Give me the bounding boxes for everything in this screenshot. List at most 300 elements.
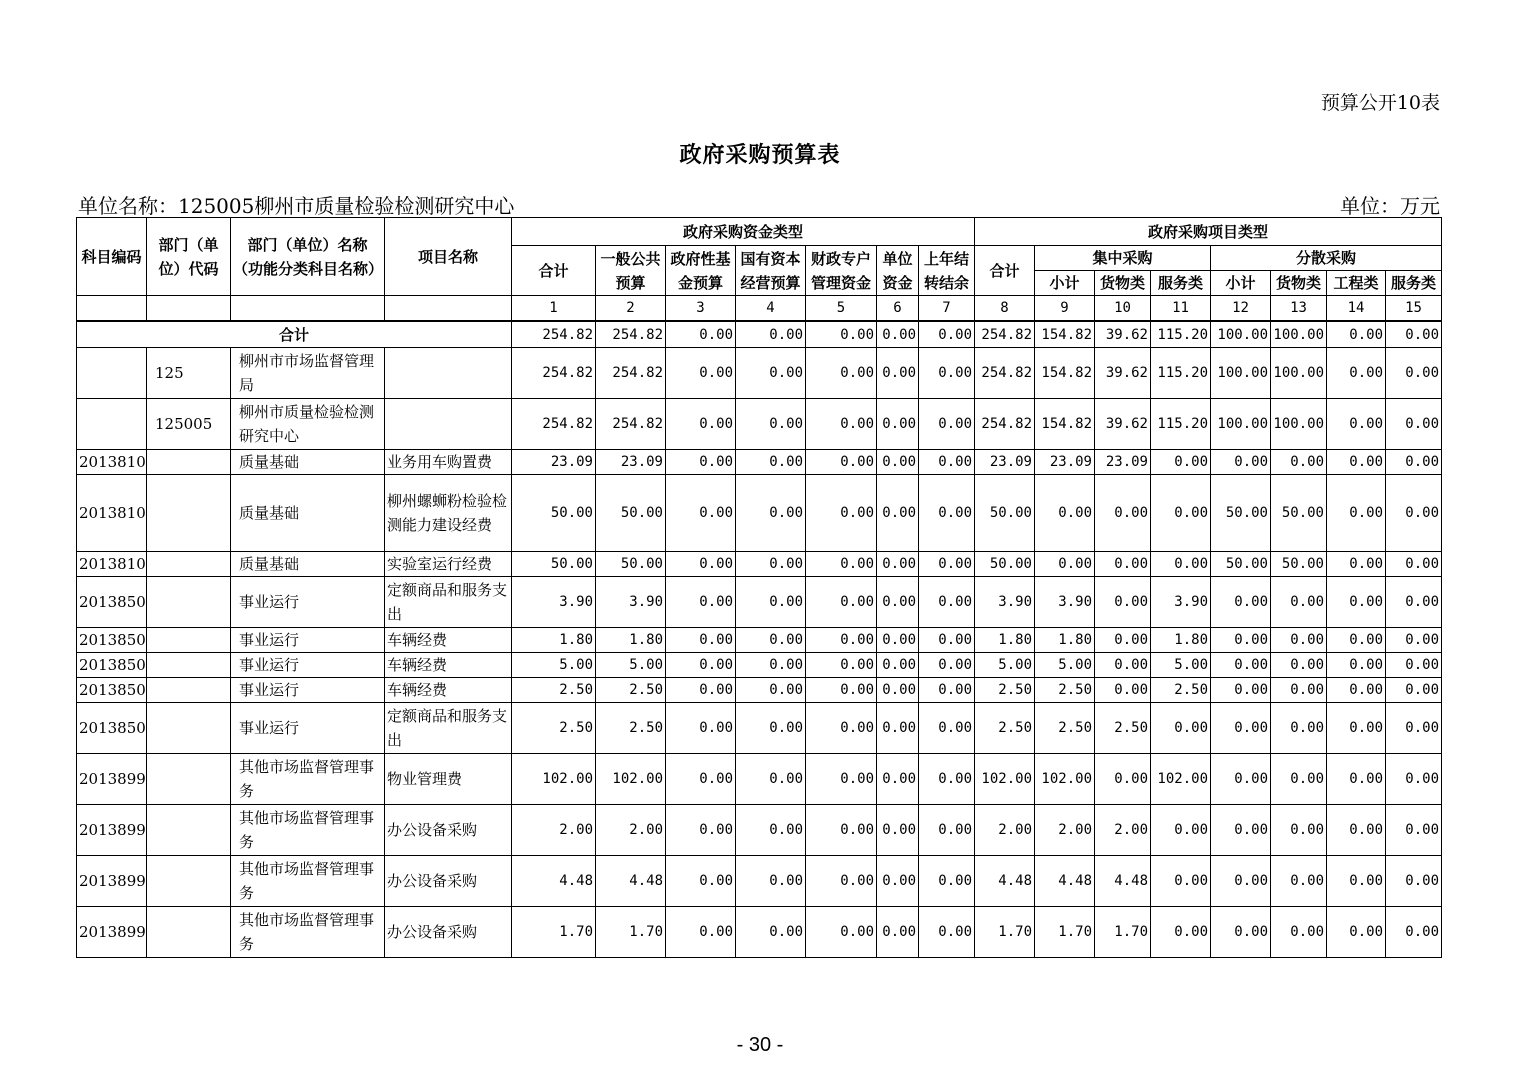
value-cell: 1.80 — [512, 628, 596, 653]
project-name-cell: 定额商品和服务支出 — [385, 703, 512, 754]
header-unit-fund: 单位资金 — [877, 246, 919, 296]
dept-name-cell: 其他市场监督管理事务 — [231, 754, 385, 805]
value-cell: 4.48 — [1095, 856, 1151, 907]
value-cell: 0.00 — [1095, 552, 1151, 577]
procurement-budget-table — [76, 217, 1442, 958]
value-cell: 0.00 — [1211, 450, 1271, 475]
value-cell: 50.00 — [596, 475, 666, 552]
total-value-cell: 0.00 — [1386, 321, 1442, 348]
value-cell: 100.00 — [1271, 399, 1327, 450]
value-cell: 0.00 — [1151, 805, 1211, 856]
value-cell: 0.00 — [736, 475, 806, 552]
dept-code-cell — [147, 552, 231, 577]
value-cell: 0.00 — [1386, 577, 1442, 628]
subject-code-cell — [77, 348, 147, 399]
subject-code-cell: 2013850 — [77, 577, 147, 628]
column-number: 2 — [596, 296, 666, 322]
value-cell: 115.20 — [1151, 399, 1211, 450]
value-cell: 254.82 — [512, 348, 596, 399]
column-number: 5 — [806, 296, 877, 322]
value-cell: 0.00 — [1035, 475, 1095, 552]
value-cell: 0.00 — [736, 805, 806, 856]
table-row — [77, 628, 1442, 653]
dept-name-cell: 柳州市质量检验检测研究中心 — [231, 399, 385, 450]
value-cell: 0.00 — [1386, 703, 1442, 754]
value-cell: 2.00 — [512, 805, 596, 856]
value-cell: 2.50 — [1035, 703, 1095, 754]
dept-code-cell: 125005 — [147, 399, 231, 450]
header-subtotal: 小计 — [1035, 271, 1095, 296]
value-cell: 5.00 — [1035, 653, 1095, 678]
value-cell: 0.00 — [806, 754, 877, 805]
value-cell: 0.00 — [1386, 805, 1442, 856]
value-cell: 0.00 — [919, 628, 975, 653]
value-cell: 0.00 — [1211, 577, 1271, 628]
page-title: 政府采购预算表 — [679, 142, 841, 168]
value-cell: 0.00 — [806, 399, 877, 450]
project-name-cell: 办公设备采购 — [385, 805, 512, 856]
value-cell: 0.00 — [1327, 703, 1386, 754]
value-cell: 0.00 — [736, 628, 806, 653]
value-cell: 3.90 — [1035, 577, 1095, 628]
value-cell: 0.00 — [1327, 348, 1386, 399]
value-cell: 0.00 — [1327, 450, 1386, 475]
subject-code-cell: 2013850 — [77, 653, 147, 678]
value-cell: 0.00 — [666, 450, 736, 475]
value-cell: 50.00 — [975, 552, 1035, 577]
value-cell: 1.70 — [1035, 907, 1095, 958]
value-cell: 0.00 — [1151, 856, 1211, 907]
value-cell: 0.00 — [877, 577, 919, 628]
value-cell: 0.00 — [1151, 450, 1211, 475]
value-cell: 0.00 — [1386, 628, 1442, 653]
header-gov-fund: 政府性基金预算 — [666, 246, 736, 296]
value-cell: 0.00 — [666, 552, 736, 577]
value-cell: 0.00 — [1327, 856, 1386, 907]
value-cell: 0.00 — [877, 907, 919, 958]
column-number: 11 — [1151, 296, 1211, 322]
header-total: 合计 — [512, 246, 596, 296]
value-cell: 0.00 — [919, 450, 975, 475]
header-subtotal2: 小计 — [1211, 271, 1271, 296]
value-cell: 0.00 — [1151, 552, 1211, 577]
dept-code-cell — [147, 856, 231, 907]
value-cell: 0.00 — [806, 348, 877, 399]
value-cell: 2.00 — [596, 805, 666, 856]
dept-code-cell — [147, 703, 231, 754]
value-cell: 0.00 — [1151, 703, 1211, 754]
value-cell: 0.00 — [1386, 754, 1442, 805]
value-cell: 2.50 — [512, 678, 596, 703]
value-cell: 254.82 — [975, 348, 1035, 399]
total-value-cell: 39.62 — [1095, 321, 1151, 348]
value-cell: 0.00 — [877, 653, 919, 678]
value-cell: 0.00 — [666, 856, 736, 907]
project-name-cell: 车辆经费 — [385, 678, 512, 703]
value-cell: 0.00 — [919, 577, 975, 628]
value-cell: 0.00 — [736, 577, 806, 628]
value-cell: 0.00 — [1211, 754, 1271, 805]
column-number: 7 — [919, 296, 975, 322]
value-cell: 102.00 — [1151, 754, 1211, 805]
dept-code-cell — [147, 475, 231, 552]
value-cell: 0.00 — [806, 703, 877, 754]
value-cell: 4.48 — [1035, 856, 1095, 907]
value-cell: 0.00 — [1151, 907, 1211, 958]
value-cell: 0.00 — [877, 450, 919, 475]
value-cell: 0.00 — [919, 348, 975, 399]
value-cell: 23.09 — [975, 450, 1035, 475]
value-cell: 0.00 — [1386, 552, 1442, 577]
value-cell: 0.00 — [1211, 678, 1271, 703]
total-row-label: 合计 — [77, 321, 512, 348]
value-cell: 0.00 — [877, 678, 919, 703]
value-cell: 102.00 — [596, 754, 666, 805]
value-cell: 0.00 — [919, 552, 975, 577]
value-cell: 254.82 — [975, 399, 1035, 450]
value-cell: 4.48 — [512, 856, 596, 907]
header-dept-name: 部门（单位）名称（功能分类科目名称） — [231, 218, 385, 296]
value-cell: 50.00 — [975, 475, 1035, 552]
value-cell: 100.00 — [1271, 348, 1327, 399]
value-cell: 1.80 — [1151, 628, 1211, 653]
value-cell: 3.90 — [512, 577, 596, 628]
value-cell: 50.00 — [1211, 552, 1271, 577]
value-cell: 4.48 — [596, 856, 666, 907]
value-cell: 0.00 — [1386, 348, 1442, 399]
table-row — [77, 475, 1442, 552]
value-cell: 0.00 — [1095, 653, 1151, 678]
value-cell: 0.00 — [1211, 856, 1271, 907]
value-cell: 0.00 — [666, 348, 736, 399]
table-row — [77, 754, 1442, 805]
project-name-cell — [385, 399, 512, 450]
table-row — [77, 653, 1442, 678]
table-row — [77, 703, 1442, 754]
value-cell: 0.00 — [666, 577, 736, 628]
value-cell: 50.00 — [512, 552, 596, 577]
value-cell: 0.00 — [1271, 805, 1327, 856]
value-cell: 0.00 — [1271, 628, 1327, 653]
dept-code-cell — [147, 678, 231, 703]
value-cell: 0.00 — [666, 805, 736, 856]
dept-name-cell: 质量基础 — [231, 475, 385, 552]
column-number: 4 — [736, 296, 806, 322]
value-cell: 0.00 — [1211, 653, 1271, 678]
header-total2: 合计 — [975, 246, 1035, 296]
value-cell: 1.80 — [596, 628, 666, 653]
total-value-cell: 115.20 — [1151, 321, 1211, 348]
total-value-cell: 0.00 — [877, 321, 919, 348]
project-name-cell: 办公设备采购 — [385, 856, 512, 907]
total-value-cell: 0.00 — [806, 321, 877, 348]
value-cell: 0.00 — [666, 653, 736, 678]
dept-name-cell: 事业运行 — [231, 703, 385, 754]
header-fiscal-special: 财政专户管理资金 — [806, 246, 877, 296]
value-cell: 0.00 — [919, 805, 975, 856]
header-works: 工程类 — [1327, 271, 1386, 296]
dept-code-cell: 125 — [147, 348, 231, 399]
value-cell: 0.00 — [877, 399, 919, 450]
value-cell: 102.00 — [1035, 754, 1095, 805]
header-services: 服务类 — [1151, 271, 1211, 296]
value-cell: 2.00 — [1035, 805, 1095, 856]
subject-code-cell: 2013810 — [77, 475, 147, 552]
table-row — [77, 348, 1442, 399]
value-cell: 0.00 — [736, 754, 806, 805]
value-cell: 0.00 — [736, 450, 806, 475]
table-row — [77, 577, 1442, 628]
subject-code-cell: 2013850 — [77, 678, 147, 703]
subject-code-cell: 2013850 — [77, 628, 147, 653]
value-cell: 0.00 — [666, 399, 736, 450]
value-cell: 2.50 — [1151, 678, 1211, 703]
value-cell: 102.00 — [512, 754, 596, 805]
value-cell: 0.00 — [1211, 703, 1271, 754]
value-cell: 0.00 — [877, 348, 919, 399]
value-cell: 0.00 — [1386, 653, 1442, 678]
value-cell: 1.80 — [1035, 628, 1095, 653]
value-cell: 5.00 — [1151, 653, 1211, 678]
value-cell: 1.70 — [1095, 907, 1151, 958]
subject-code-cell: 2013899 — [77, 805, 147, 856]
subject-code-cell: 2013899 — [77, 754, 147, 805]
value-cell: 0.00 — [806, 678, 877, 703]
unit-name: 单位名称：125005柳州市质量检验检测研究中心 — [78, 194, 515, 218]
value-cell: 254.82 — [596, 399, 666, 450]
value-cell: 0.00 — [806, 552, 877, 577]
value-cell: 0.00 — [1095, 754, 1151, 805]
dept-name-cell: 事业运行 — [231, 577, 385, 628]
column-number: 8 — [975, 296, 1035, 322]
value-cell: 0.00 — [1211, 628, 1271, 653]
value-cell: 0.00 — [1271, 907, 1327, 958]
dept-name-cell: 其他市场监督管理事务 — [231, 907, 385, 958]
total-value-cell: 0.00 — [736, 321, 806, 348]
total-value-cell: 0.00 — [1327, 321, 1386, 348]
table-row — [77, 805, 1442, 856]
subject-code-cell: 2013810 — [77, 450, 147, 475]
value-cell: 0.00 — [1095, 475, 1151, 552]
header-dept-code: 部门（单位）代码 — [147, 218, 231, 296]
dept-code-cell — [147, 577, 231, 628]
value-cell: 100.00 — [1211, 348, 1271, 399]
value-cell: 154.82 — [1035, 348, 1095, 399]
total-value-cell: 154.82 — [1035, 321, 1095, 348]
value-cell: 0.00 — [877, 703, 919, 754]
value-cell: 0.00 — [877, 856, 919, 907]
value-cell: 0.00 — [1327, 653, 1386, 678]
value-cell: 154.82 — [1035, 399, 1095, 450]
value-cell: 4.48 — [975, 856, 1035, 907]
value-cell: 100.00 — [1211, 399, 1271, 450]
total-value-cell: 254.82 — [975, 321, 1035, 348]
value-cell: 0.00 — [1271, 856, 1327, 907]
value-cell: 2.50 — [596, 703, 666, 754]
value-cell: 0.00 — [919, 678, 975, 703]
value-cell: 0.00 — [877, 552, 919, 577]
value-cell: 0.00 — [806, 856, 877, 907]
subject-code-cell — [77, 399, 147, 450]
subject-code-cell: 2013899 — [77, 907, 147, 958]
value-cell: 0.00 — [1327, 754, 1386, 805]
total-value-cell: 254.82 — [512, 321, 596, 348]
value-cell: 0.00 — [919, 754, 975, 805]
value-cell: 5.00 — [512, 653, 596, 678]
value-cell: 0.00 — [806, 628, 877, 653]
value-cell: 50.00 — [1271, 552, 1327, 577]
value-cell: 0.00 — [1211, 805, 1271, 856]
value-cell: 2.00 — [1095, 805, 1151, 856]
value-cell: 0.00 — [666, 628, 736, 653]
value-cell: 2.50 — [596, 678, 666, 703]
table-row — [77, 856, 1442, 907]
value-cell: 0.00 — [877, 475, 919, 552]
value-cell: 39.62 — [1095, 399, 1151, 450]
column-number: 10 — [1095, 296, 1151, 322]
value-cell: 0.00 — [1151, 475, 1211, 552]
value-cell: 39.62 — [1095, 348, 1151, 399]
value-cell: 0.00 — [1386, 450, 1442, 475]
value-cell: 0.00 — [666, 754, 736, 805]
value-cell: 0.00 — [1327, 399, 1386, 450]
value-cell: 23.09 — [512, 450, 596, 475]
value-cell: 0.00 — [736, 703, 806, 754]
dept-code-cell — [147, 628, 231, 653]
column-number: 9 — [1035, 296, 1095, 322]
value-cell: 1.70 — [512, 907, 596, 958]
header-state-capital: 国有资本经营预算 — [736, 246, 806, 296]
value-cell: 1.80 — [975, 628, 1035, 653]
header-project-type: 政府采购项目类型 — [975, 218, 1442, 246]
header-fund-type: 政府采购资金类型 — [512, 218, 975, 246]
dept-code-cell — [147, 907, 231, 958]
value-cell: 0.00 — [736, 653, 806, 678]
value-cell: 2.50 — [975, 678, 1035, 703]
value-cell: 3.90 — [975, 577, 1035, 628]
value-cell: 254.82 — [596, 348, 666, 399]
value-cell: 3.90 — [1151, 577, 1211, 628]
project-name-cell: 办公设备采购 — [385, 907, 512, 958]
project-name-cell: 车辆经费 — [385, 628, 512, 653]
value-cell: 0.00 — [736, 907, 806, 958]
value-cell: 0.00 — [666, 907, 736, 958]
dept-name-cell: 其他市场监督管理事务 — [231, 856, 385, 907]
header-centralized: 集中采购 — [1035, 246, 1211, 271]
value-cell: 50.00 — [1211, 475, 1271, 552]
value-cell: 0.00 — [1271, 678, 1327, 703]
column-number: 3 — [666, 296, 736, 322]
value-cell: 0.00 — [919, 907, 975, 958]
value-cell: 0.00 — [736, 399, 806, 450]
value-cell: 5.00 — [975, 653, 1035, 678]
project-name-cell: 定额商品和服务支出 — [385, 577, 512, 628]
value-cell: 23.09 — [596, 450, 666, 475]
dept-code-cell — [147, 653, 231, 678]
value-cell: 0.00 — [806, 653, 877, 678]
header-decentralized: 分散采购 — [1211, 246, 1442, 271]
table-number: 预算公开10表 — [1320, 92, 1440, 114]
total-value-cell: 0.00 — [919, 321, 975, 348]
project-name-cell: 实验室运行经费 — [385, 552, 512, 577]
value-cell: 0.00 — [919, 475, 975, 552]
dept-code-cell — [147, 450, 231, 475]
subject-code-cell: 2013810 — [77, 552, 147, 577]
column-number: 6 — [877, 296, 919, 322]
value-cell: 23.09 — [1035, 450, 1095, 475]
value-cell: 0.00 — [1386, 678, 1442, 703]
column-number: 15 — [1386, 296, 1442, 322]
project-name-cell: 业务用车购置费 — [385, 450, 512, 475]
value-cell: 3.90 — [596, 577, 666, 628]
value-cell: 1.70 — [975, 907, 1035, 958]
value-cell: 0.00 — [736, 856, 806, 907]
value-cell: 0.00 — [1211, 907, 1271, 958]
table-row — [77, 907, 1442, 958]
value-cell: 0.00 — [666, 475, 736, 552]
value-cell: 0.00 — [1386, 856, 1442, 907]
value-cell: 0.00 — [1271, 703, 1327, 754]
dept-name-cell: 事业运行 — [231, 678, 385, 703]
value-cell: 0.00 — [919, 703, 975, 754]
value-cell: 0.00 — [736, 678, 806, 703]
value-cell: 0.00 — [1095, 577, 1151, 628]
value-cell: 0.00 — [919, 653, 975, 678]
value-cell: 0.00 — [1327, 628, 1386, 653]
value-cell: 0.00 — [1327, 552, 1386, 577]
table-row — [77, 552, 1442, 577]
total-value-cell: 100.00 — [1271, 321, 1327, 348]
value-cell: 0.00 — [806, 577, 877, 628]
value-cell: 2.50 — [1035, 678, 1095, 703]
value-cell: 0.00 — [1386, 907, 1442, 958]
dept-code-cell — [147, 754, 231, 805]
currency-unit: 单位：万元 — [1340, 194, 1440, 218]
dept-name-cell: 质量基础 — [231, 552, 385, 577]
dept-name-cell: 质量基础 — [231, 450, 385, 475]
value-cell: 0.00 — [736, 552, 806, 577]
value-cell: 102.00 — [975, 754, 1035, 805]
header-carryover: 上年结转结余 — [919, 246, 975, 296]
header-goods: 货物类 — [1095, 271, 1151, 296]
header-project-name: 项目名称 — [385, 218, 512, 296]
dept-name-cell: 事业运行 — [231, 628, 385, 653]
table-row — [77, 450, 1442, 475]
value-cell: 5.00 — [596, 653, 666, 678]
value-cell: 0.00 — [1271, 450, 1327, 475]
value-cell: 0.00 — [1271, 577, 1327, 628]
total-value-cell: 254.82 — [596, 321, 666, 348]
value-cell: 1.70 — [596, 907, 666, 958]
value-cell: 2.50 — [975, 703, 1035, 754]
dept-name-cell: 其他市场监督管理事务 — [231, 805, 385, 856]
project-name-cell: 车辆经费 — [385, 653, 512, 678]
value-cell: 2.50 — [1095, 703, 1151, 754]
table-row — [77, 399, 1442, 450]
value-cell: 0.00 — [1327, 805, 1386, 856]
value-cell: 0.00 — [736, 348, 806, 399]
value-cell: 0.00 — [877, 805, 919, 856]
value-cell: 2.00 — [975, 805, 1035, 856]
column-number: 12 — [1211, 296, 1271, 322]
value-cell: 0.00 — [1327, 475, 1386, 552]
project-name-cell: 柳州螺蛳粉检验检测能力建设经费 — [385, 475, 512, 552]
value-cell: 0.00 — [1386, 475, 1442, 552]
column-number: 14 — [1327, 296, 1386, 322]
page-number: - 30 - — [736, 1034, 784, 1056]
value-cell: 115.20 — [1151, 348, 1211, 399]
value-cell: 23.09 — [1095, 450, 1151, 475]
